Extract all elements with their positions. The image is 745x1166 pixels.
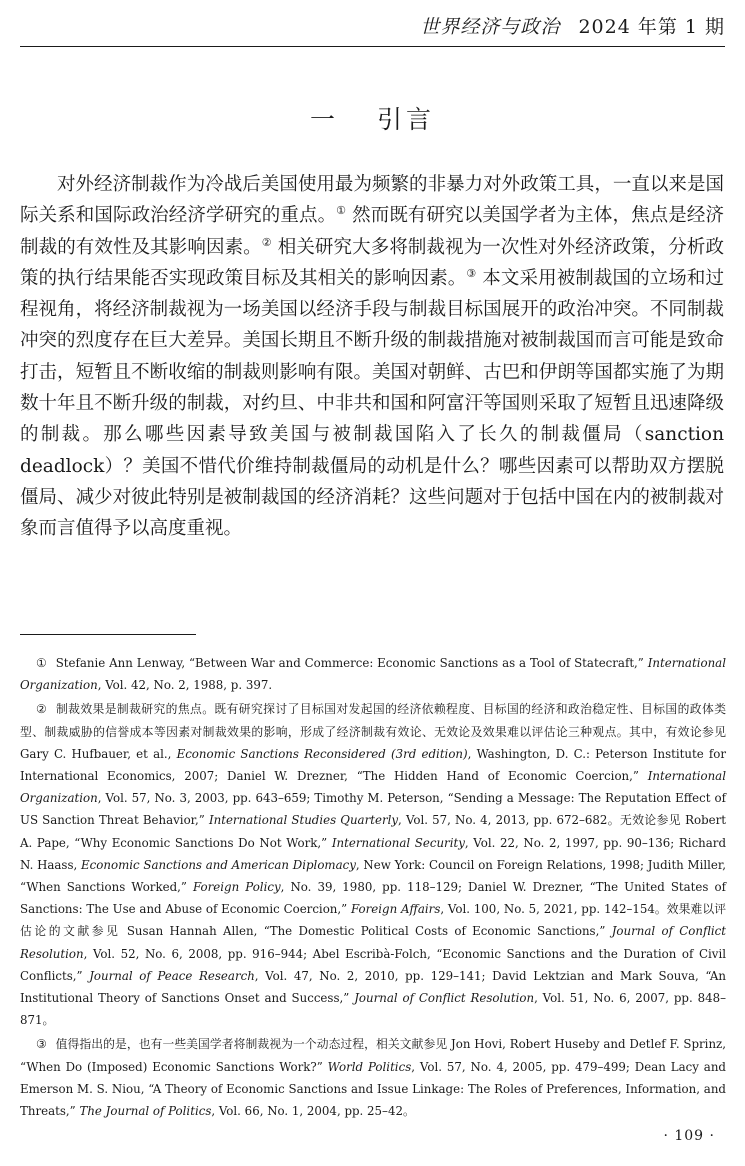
body-text-2: 然而既有研究以美国学者为主体，焦点是经济制裁的有效性及其影响因素。 bbox=[20, 205, 724, 258]
footnote-title: Journal of Peace Research bbox=[89, 968, 255, 983]
footnote-text: , Vol. 51, No. 6, 2007, pp. 848–871。 bbox=[20, 991, 726, 1028]
issue-label: 2024 年第 1 期 bbox=[578, 15, 725, 38]
footnote-mark: ③ bbox=[36, 1037, 47, 1052]
footnote-text: , Vol. 52, No. 6, 2008, pp. 916–944; Abel Escribà-Folch, “Economic Sanctions and the Duration of Civil Conflicts,” bbox=[20, 946, 726, 983]
footnote-text: , Vol. 57, No. 3, 2003, pp. 643–659; Timothy M. Peterson, “Sending a Message: The Reputation Effect of US Sanction Threat Behavior,” bbox=[20, 791, 726, 828]
footnote-ref-2[interactable]: ② bbox=[261, 235, 272, 249]
footnote-text: , Vol. 47, No. 2, 2010, pp. 129–141; David Lektzian and Mark Souva, “An Institutional Theory of Sanctions Onset and Success,” bbox=[20, 968, 726, 1006]
body-text-1: 对外经济制裁作为冷战后美国使用最为频繁的非暴力对外政策工具，一直以来是国际关系和国际政治经济学研究的重点。 bbox=[20, 174, 724, 227]
journal-name: 世界经济与政治 bbox=[420, 15, 561, 38]
footnote-mark: ② bbox=[36, 702, 47, 717]
section-title: 引言 bbox=[377, 105, 436, 134]
footnote-title: Foreign Policy bbox=[192, 880, 281, 895]
footnote-title: International Organization bbox=[20, 656, 726, 693]
footnote-ref-3[interactable]: ③ bbox=[466, 266, 477, 280]
footnote-3 bbox=[20, 1033, 726, 1122]
footnote-text: Stefanie Ann Lenway, “Between War and Commerce: Economic Sanctions as a Tool of Statecraft,” bbox=[55, 656, 648, 670]
footnote-text: , Vol. 42, No. 2, 1988, p. 397. bbox=[97, 678, 273, 693]
footnote-mark: ① bbox=[36, 656, 47, 670]
footnote-text: , No. 39, 1980, pp. 118–129; Daniel W. Drezner, “The United States of Sanctions: The Use and Abuse of Economic Coercion,” bbox=[20, 880, 726, 917]
body-text-4: 本文采用被制裁国的立场和过程视角，将经济制裁视为一场美国以经济手段与制裁目标国展开的政治冲突。不同制裁冲突的烈度存在巨大差异。美国长期且不断升级的制裁措施对被制裁国而言可能是致命打击，短暂且不断收缩的制裁则影响有限。美国对朝鲜、古巴和伊朗等国都实施了为期数十年且不断升级的制裁，对约旦、中非共和国和阿富汗等国则采取了短暂且迅速降级的制裁。那么哪些因素导致美国与被制裁国陷入了长久的制裁僵局（sanction deadlock）？美国不惜代价维持制裁僵局的动机是什么？哪些因素可以帮助双方摆脱僵局、减少对彼此特别是被制裁国的经济消耗？这些问题对于包括中国在内的被制裁对象而言值得予以高度重视。 bbox=[20, 267, 724, 540]
footnote-text: , Vol. 100, No. 5, 2021, pp. 142–154。效果难以评估论的文献参见 Susan Hannah Allen, “The Domestic Political Costs of Economic Sanctions,” bbox=[20, 902, 727, 939]
body-text-3: 相关研究大多将制裁视为一次性对外经济政策，分析政策的执行结果能否实现政策目标及其相关的影响因素。 bbox=[20, 236, 724, 289]
footnote-text: , Vol. 66, No. 1, 2004, pp. 25–42。 bbox=[211, 1104, 415, 1119]
footnote-title: International Studies Quarterly bbox=[208, 813, 399, 828]
footnote-title: Journal of Conflict Resolution bbox=[354, 991, 535, 1006]
footnote-text: 制裁效果是制裁研究的焦点。既有研究探讨了目标国对发起国的经济依赖程度、目标国的经济和政治稳定性、目标国的政体类型、制裁威胁的信誉成本等因素对制裁效果的影响，形成了经济制裁有效论、无效论及效果难以评估论三种观点。其中，有效论参见 Gary C. Hufbauer, et al., bbox=[20, 702, 726, 761]
footnote-title: Economic Sanctions and American Diplomacy bbox=[81, 857, 356, 872]
header-rule bbox=[20, 46, 725, 47]
footnote-text: , New York: Council on Foreign Relations, 1998; Judith Miller, “When Sanctions Worked,” bbox=[20, 857, 727, 895]
running-header bbox=[20, 8, 725, 42]
page-number: · 109 · bbox=[663, 1128, 715, 1144]
footnote-1 bbox=[20, 652, 726, 696]
body-paragraph bbox=[20, 169, 724, 545]
footnote-title: International Security bbox=[331, 835, 465, 850]
section-number: 一 bbox=[309, 105, 339, 134]
footnote-rule bbox=[20, 634, 196, 635]
section-heading bbox=[0, 100, 745, 136]
footnote-text: 值得指出的是，也有一些美国学者将制裁视为一个动态过程，相关文献参见 Jon Hovi, Robert Huseby and Detlef F. Sprinz, “When Do (Imposed) Economic Sanctions Work?” bbox=[20, 1037, 727, 1074]
footnote-title: Foreign Affairs bbox=[351, 902, 441, 917]
footnote-title: The Journal of Politics bbox=[79, 1104, 212, 1119]
footnote-title: World Politics bbox=[327, 1059, 412, 1074]
footnote-2 bbox=[20, 698, 726, 1031]
footnote-ref-1[interactable]: ① bbox=[336, 204, 347, 218]
footnote-text: , Vol. 22, No. 2, 1997, pp. 90–136; Richard N. Haass, bbox=[20, 835, 726, 872]
footnote-title: Journal of Conflict Resolution bbox=[20, 924, 726, 961]
footnote-text: , Washington, D. C.: Peterson Institute for International Economics, 2007; Daniel W. Drezner, “The Hidden Hand of Economic Coercion,” bbox=[20, 746, 727, 784]
footnote-text: , Vol. 57, No. 4, 2013, pp. 672–682。无效论参见 Robert A. Pape, “Why Economic Sanctions Do Not Work,” bbox=[20, 813, 727, 850]
footnotes bbox=[20, 652, 726, 1124]
footnote-title: Economic Sanctions Reconsidered (3rd edition) bbox=[176, 746, 468, 761]
footnote-text: , Vol. 57, No. 4, 2005, pp. 479–499; Dean Lacy and Emerson M. S. Niou, “A Theory of Economic Sanctions and Issue Linkage: The Roles of Preferences, Information, and Threats,” bbox=[20, 1059, 726, 1119]
footnote-title: International Organization bbox=[20, 769, 726, 806]
